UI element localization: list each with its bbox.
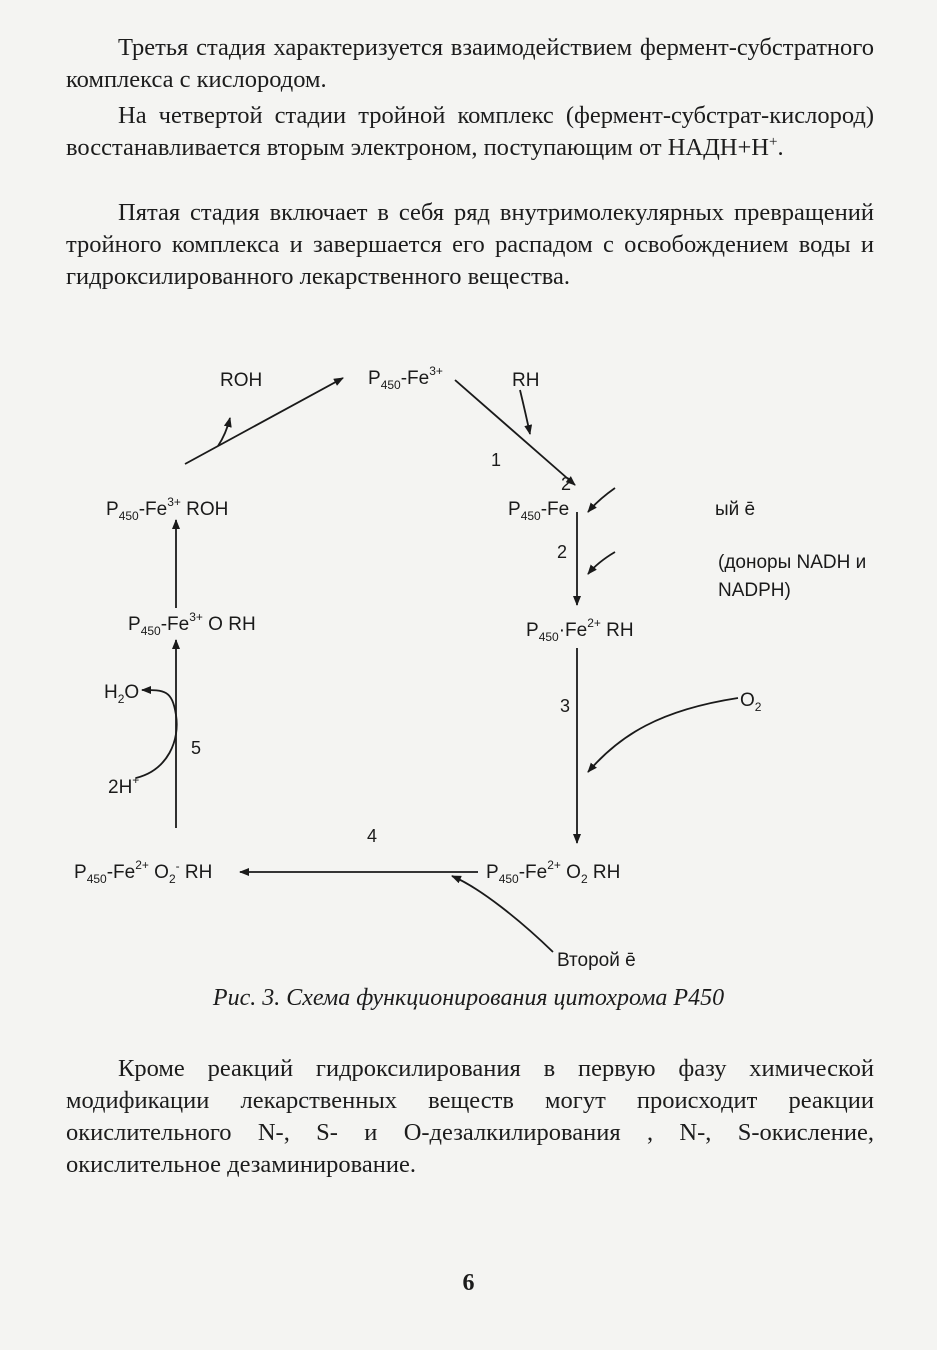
- paragraph-stage-5: Пятая стадия включает в себя ряд внутримолекулярных превращений тройного комплекса и завершается его распадом с освобождением воды и гидроксилированного лекарственного вещества.: [66, 199, 874, 290]
- label-donors-2: NADPH): [718, 580, 791, 601]
- label-rh: RH: [512, 370, 540, 391]
- arrow-first-electron-b: [588, 552, 615, 574]
- step-number-5: 5: [191, 738, 202, 758]
- step-number-2a: 2: [561, 474, 572, 494]
- label-donors-1: (доноры NADH и: [718, 552, 867, 573]
- arrow-rh-in: [520, 390, 530, 434]
- arrow-second-electron: [452, 876, 553, 952]
- label-roh: ROH: [220, 370, 263, 391]
- label-complex-rh-partial: $P_{450}-Fe$: [508, 499, 570, 523]
- arrow-water-release: [136, 690, 177, 778]
- step-number-4: 4: [367, 826, 378, 846]
- arrow-to-top-complex: [185, 378, 343, 464]
- label-complex-superoxide: $P_{450}-Fe^{2+}$ $O_2^-$ RH: [74, 858, 213, 886]
- paragraph-stage-4: На четвертой стадии тройной комплекс (фермент-субстрат-кислород) восстанавливается вторым электроном, поступающим от НАДН+Н+.: [66, 102, 874, 161]
- label-complex-o2-rh: $P_{450}-Fe^{2+}$ $O_2$ RH: [486, 858, 621, 886]
- label-second-electron: Второй ē: [557, 950, 636, 971]
- label-complex-roh: $P_{450}-Fe^{3+}$ ROH: [106, 495, 229, 523]
- arrow-first-electron-a: [588, 488, 615, 512]
- label-top-complex: $P_{450}-Fe^{3+}$: [368, 364, 443, 392]
- paragraph-other-reactions: Кроме реакций гидроксилирования в первую фазу химической модификации лекарственных веществ могут происходит реакции окислительного N-, S- и О-дезалкилирования , N-, S-окисление, окислительное дезаминирование.: [66, 1055, 874, 1178]
- label-complex-fe2: $P_{450}\cdot Fe^{2+}$ RH: [526, 616, 634, 644]
- step-number-2b: 2: [557, 542, 568, 562]
- page-number: 6: [462, 1270, 475, 1296]
- step-number-1: 1: [491, 450, 502, 470]
- cytochrome-p450-cycle-diagram: [0, 340, 937, 980]
- label-complex-oxo: $P_{450}-Fe^{3+}$ O RH: [128, 610, 256, 638]
- paragraph-stage-3: Третья стадия характеризуется взаимодействием фермент-субстратного комплекса с кислородом.: [66, 34, 874, 93]
- label-first-electron: ый ē: [715, 499, 756, 520]
- arrow-o2-entry: [588, 698, 738, 772]
- figure-caption: Рис. 3. Схема функционирования цитохрома Р450: [212, 985, 725, 1011]
- label-h2o: $H_2O$: [104, 682, 140, 706]
- label-2h-plus: 2H+: [108, 773, 140, 798]
- step-number-3: 3: [560, 696, 571, 716]
- label-o2: $O_2$: [740, 690, 762, 714]
- arrow-step-1: [455, 380, 575, 485]
